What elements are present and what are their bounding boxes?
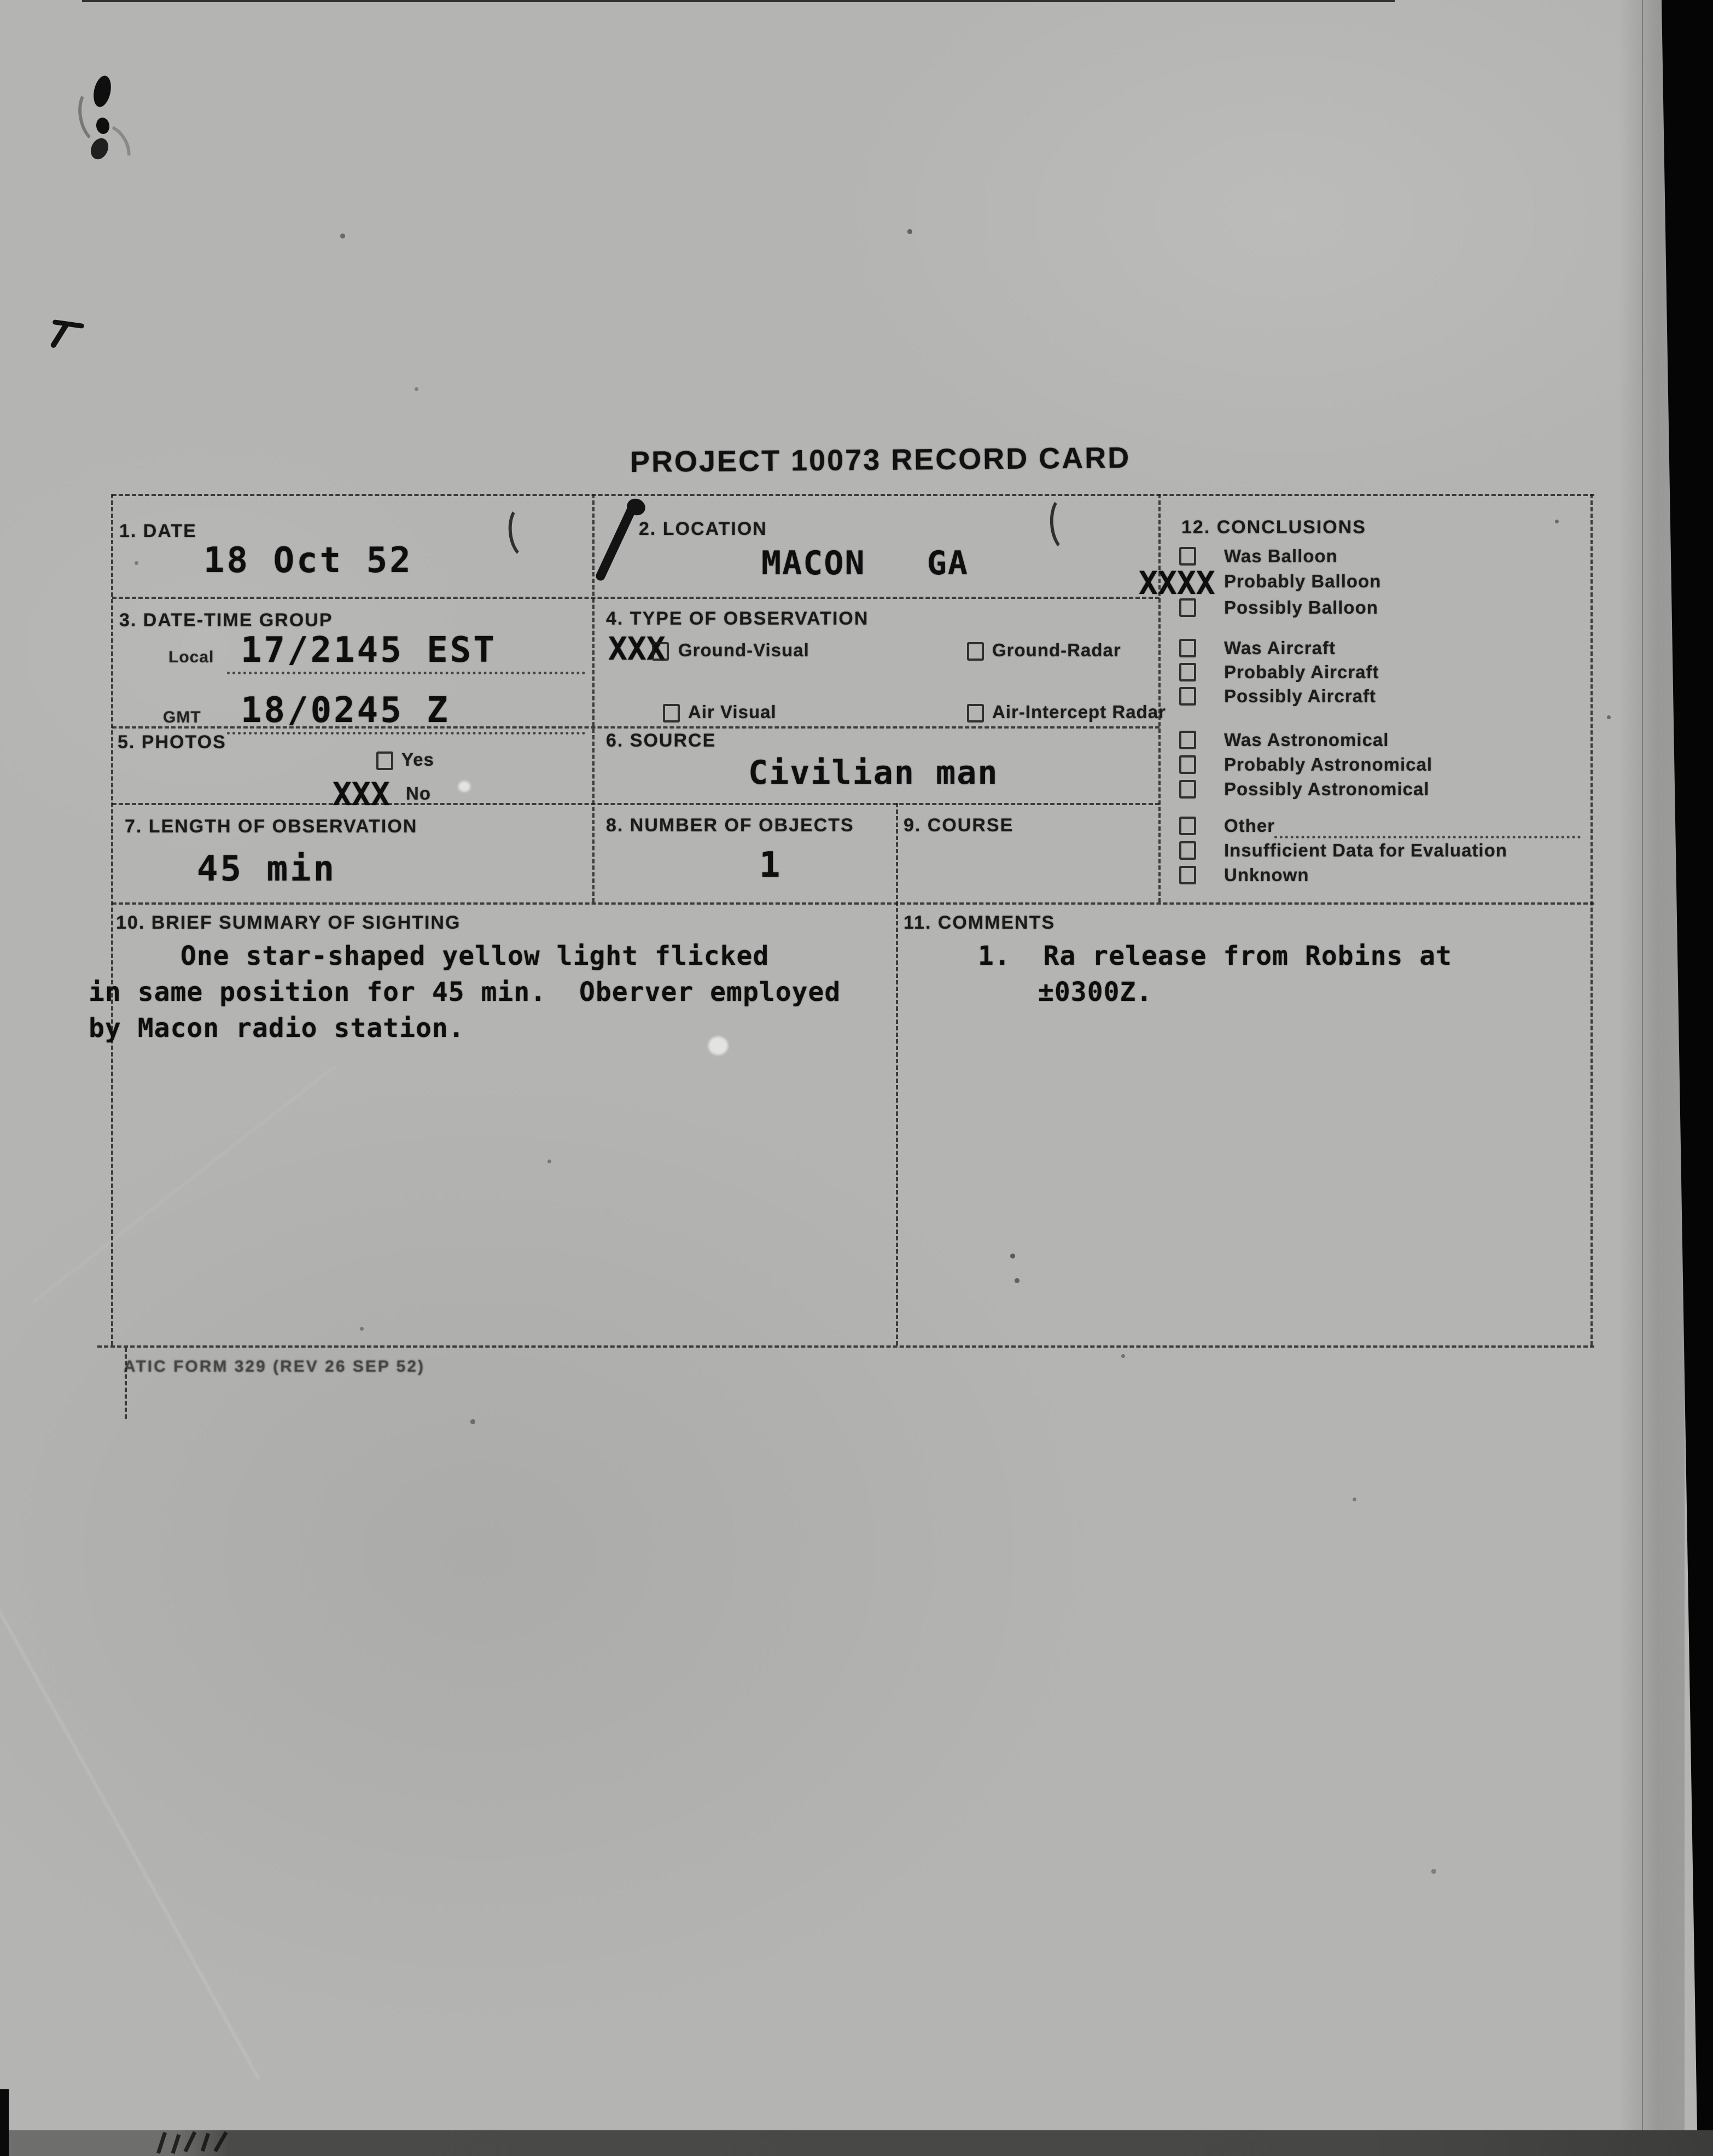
observation-option-label: Air Visual [688,702,777,722]
field-value-source: Civilian man [748,754,999,792]
scan-top-edge [82,0,1395,2]
card-border-right [1590,494,1593,1345]
photos-option-label: Yes [401,749,434,770]
summary-line: by Macon radio station. [89,1013,465,1044]
other-fill-line [1274,836,1581,838]
checkbox-unknown [1179,866,1196,884]
local-fill-line [227,672,585,674]
field-label-photos: 5. PHOTOS [118,732,226,753]
field-label-conclusions: 12. CONCLUSIONS [1181,517,1366,538]
checkbox-probably-aircraft [1179,663,1196,681]
checkbox-other [1179,817,1196,835]
field-label-length-of-observation: 7. LENGTH OF OBSERVATION [125,816,418,837]
comments-line: 1. Ra release from Robins at [978,941,1453,971]
checkbox-air-visual [663,704,680,722]
x-mark-ground-visual: XXX [608,630,666,667]
conclusion-label: Probably Aircraft [1224,662,1379,682]
checkbox-photos-yes [376,751,393,770]
scan-noise-specks [0,0,2,2]
conclusion-label: Probably Balloon [1224,571,1382,591]
conclusion-label: Insufficient Data for Evaluation [1224,840,1507,860]
checkbox-was-balloon [1179,547,1196,566]
photos-option-label: No [406,783,431,803]
column-divider [896,803,898,1345]
field-value-number-of-objects: 1 [759,845,783,885]
observation-option-label: Ground-Visual [678,640,809,660]
field-value-length-of-observation: 45 min [197,849,337,889]
checkbox-probably-astronomical [1179,755,1196,774]
field-label-type-of-observation: 4. TYPE OF OBSERVATION [606,608,869,629]
card-border-left [111,494,113,1345]
checkbox-ground-visual [652,642,669,661]
conclusion-label: Was Astronomical [1224,730,1389,750]
page-title: PROJECT 10073 RECORD CARD [630,441,1131,479]
column-divider [592,494,595,902]
local-time-value: 17/2145 EST [241,630,497,671]
field-label-date-time-group: 3. DATE-TIME GROUP [119,610,333,631]
field-label-date: 1. DATE [119,521,197,541]
field-label-location: 2. LOCATION [639,518,767,539]
pen-arc-mark [1048,494,1083,553]
pen-slash-mark [595,503,638,582]
card-border-bottom [97,1345,1594,1348]
gmt-label: GMT [163,708,201,726]
field-value-location: MACON GA [761,544,969,582]
observation-option-label: Air-Intercept Radar [992,702,1166,722]
checkbox-insufficient-data [1179,841,1196,860]
summary-line: One star-shaped yellow light flicked [180,941,770,971]
conclusion-label: Unknown [1224,865,1309,885]
checkbox-possibly-balloon [1179,598,1196,617]
paper-fleck [458,781,470,792]
gmt-time-value: 18/0245 Z [241,690,450,731]
checkbox-was-astronomical [1179,731,1196,749]
checkbox-was-aircraft [1179,639,1196,657]
conclusion-label: Probably Astronomical [1224,754,1433,774]
conclusion-label: Possibly Aircraft [1224,686,1377,706]
field-label-source: 6. SOURCE [606,730,716,751]
row-divider [112,803,1160,805]
card-border-top [112,494,1594,496]
field-value-date: 18 Oct 52 [203,540,413,581]
field-label-course: 9. COURSE [904,815,1014,836]
paper-fleck [708,1036,728,1055]
checkbox-ground-radar [967,642,984,661]
field-label-comments: 11. COMMENTS [904,912,1056,933]
paper-crease [33,1066,335,1303]
x-mark-photos-no: XXX [333,776,390,813]
gmt-fill-line [227,732,585,735]
conclusion-label: Other [1224,815,1275,836]
summary-line: in same position for 45 min. Oberver employed [89,977,841,1007]
conclusion-label: Possibly Balloon [1224,597,1378,617]
conclusion-label: Was Balloon [1224,546,1338,566]
field-label-number-of-objects: 8. NUMBER OF OBJECTS [606,815,854,836]
pen-arc-mark [506,503,543,561]
comments-line: ±0300Z. [1038,977,1153,1007]
scan-corner-mark [0,2089,9,2156]
row-divider [112,902,1594,905]
observation-option-label: Ground-Radar [992,640,1121,660]
column-divider [1158,494,1161,902]
conclusion-label: Was Aircraft [1224,638,1336,658]
x-mark-probably-balloon: XXXX [1139,564,1215,602]
checkbox-air-intercept-radar [967,704,984,722]
row-divider [112,597,1160,599]
local-label: Local [168,648,214,666]
page-edge-line [1642,0,1643,2156]
scan-bottom-edge [0,2130,1713,2156]
form-identifier: ATIC FORM 329 (REV 26 SEP 52) [124,1357,426,1376]
checkbox-possibly-astronomical [1179,780,1196,799]
conclusion-label: Possibly Astronomical [1224,779,1430,799]
paper-crease [0,1433,259,2079]
checkbox-possibly-aircraft [1179,687,1196,706]
field-label-summary: 10. BRIEF SUMMARY OF SIGHTING [116,912,461,933]
